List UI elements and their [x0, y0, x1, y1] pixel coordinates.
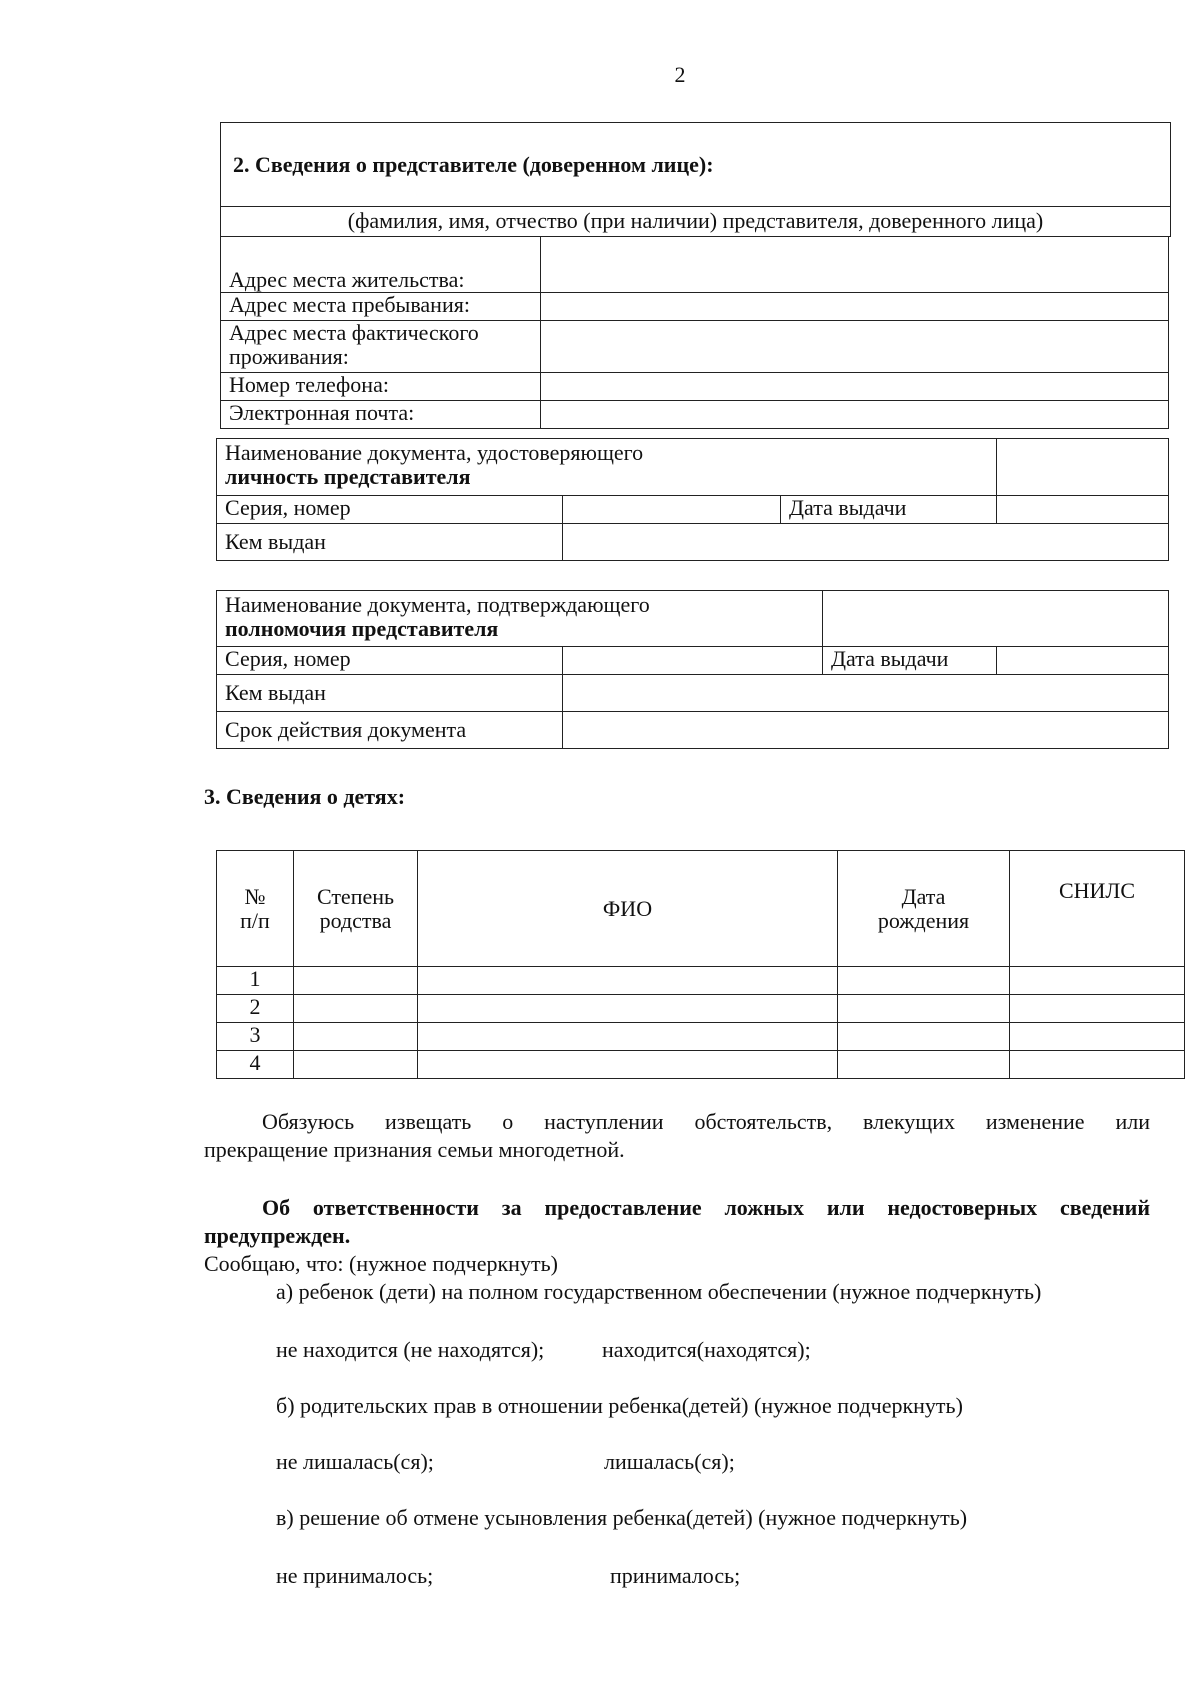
warning-line-2: предупрежден.: [204, 1223, 351, 1248]
authority-doc-label: Наименование документа, подтверждающего полномочия представителя: [217, 591, 823, 647]
option-c-line: в) решение об отмене усыновления ребенка(детей) (нужное подчеркнуть): [276, 1505, 968, 1530]
header-number: № п/п: [217, 851, 294, 967]
option-a-choice-1[interactable]: не находится (не находятся);: [276, 1337, 545, 1362]
table-row: [217, 1023, 1185, 1051]
authority-validity-label: Срок действия документа: [217, 712, 563, 749]
section2-title: 2. Сведения о представителе (доверенном лице):: [221, 123, 1171, 207]
option-b-choice-2[interactable]: лишалась(ся);: [604, 1449, 735, 1474]
snils-cell[interactable]: [1010, 995, 1185, 1023]
authority-validity-field[interactable]: [563, 712, 1169, 749]
authority-issuer-field[interactable]: [563, 675, 1169, 712]
option-c-choice-2[interactable]: принималось;: [610, 1563, 741, 1588]
identity-doc-label: Наименование документа, удостоверяющего личность представителя: [217, 439, 997, 496]
authority-series-field[interactable]: [563, 647, 823, 675]
option-b-choice-1[interactable]: не лишалась(ся);: [276, 1449, 434, 1474]
fio-cell[interactable]: [418, 1051, 838, 1079]
fio-cell[interactable]: [418, 995, 838, 1023]
fio-cell[interactable]: [418, 1023, 838, 1051]
report-line: Сообщаю, что: (нужное подчеркнуть): [204, 1251, 558, 1276]
table-row: [217, 995, 1185, 1023]
row-number: 3: [217, 1023, 294, 1051]
identity-issuer-label: Кем выдан: [217, 524, 563, 561]
address-stay-field[interactable]: [541, 293, 1169, 321]
relation-cell[interactable]: [294, 995, 418, 1023]
representative-address-table: [220, 236, 1169, 429]
authority-date-field[interactable]: [997, 647, 1169, 675]
authority-document-table: [216, 590, 1169, 749]
representative-header-table: [220, 122, 1171, 237]
row-number: 4: [217, 1051, 294, 1079]
obligation-line-2: прекращение признания семьи многодетной.: [204, 1137, 625, 1162]
authority-series-label: Серия, номер: [217, 647, 563, 675]
identity-document-table: [216, 438, 1169, 561]
birth-date-cell[interactable]: [838, 1051, 1010, 1079]
address-actual-field[interactable]: [541, 321, 1169, 373]
authority-date-label: Дата выдачи: [823, 647, 997, 675]
option-a-line: а) ребенок (дети) на полном государственном обеспечении (нужное подчеркнуть): [276, 1279, 1042, 1304]
address-stay-label: Адрес места пребывания:: [221, 293, 541, 321]
table-row: [217, 967, 1185, 995]
identity-doc-field[interactable]: [997, 439, 1169, 496]
relation-cell[interactable]: [294, 1023, 418, 1051]
page-number: 2: [674, 62, 686, 87]
birth-date-cell[interactable]: [838, 995, 1010, 1023]
authority-issuer-label: Кем выдан: [217, 675, 563, 712]
identity-series-label: Серия, номер: [217, 496, 563, 524]
header-snils: СНИЛС: [1010, 851, 1185, 967]
warning-line-1: Об ответственности за предоставление ложных или недостоверных сведений: [262, 1195, 1150, 1220]
row-number: 1: [217, 967, 294, 995]
email-field[interactable]: [541, 401, 1169, 429]
phone-field[interactable]: [541, 373, 1169, 401]
birth-date-cell[interactable]: [838, 967, 1010, 995]
option-c-choice-1[interactable]: не принималось;: [276, 1563, 434, 1588]
snils-cell[interactable]: [1010, 967, 1185, 995]
header-fio: ФИО: [418, 851, 838, 967]
relation-cell[interactable]: [294, 1051, 418, 1079]
snils-cell[interactable]: [1010, 1051, 1185, 1079]
section3-title: 3. Сведения о детях:: [204, 784, 406, 809]
authority-doc-field[interactable]: [823, 591, 1169, 647]
obligation-line-1: Обязуюсь извещать о наступлении обстоятельств, влекущих изменение или: [262, 1109, 1150, 1134]
birth-date-cell[interactable]: [838, 1023, 1010, 1051]
children-table: [216, 850, 1185, 1079]
address-actual-label: Адрес места фактического проживания:: [221, 321, 541, 373]
email-label: Электронная почта:: [221, 401, 541, 429]
table-row: [217, 1051, 1185, 1079]
snils-cell[interactable]: [1010, 1023, 1185, 1051]
relation-cell[interactable]: [294, 967, 418, 995]
identity-series-field[interactable]: [563, 496, 781, 524]
identity-date-label: Дата выдачи: [781, 496, 997, 524]
address-residence-field[interactable]: [541, 237, 1169, 293]
fio-caption: (фамилия, имя, отчество (при наличии) представителя, доверенного лица): [221, 207, 1171, 237]
header-birth-date: Дата рождения: [838, 851, 1010, 967]
row-number: 2: [217, 995, 294, 1023]
option-b-line: б) родительских прав в отношении ребенка(детей) (нужное подчеркнуть): [276, 1393, 963, 1418]
header-relation: Степень родства: [294, 851, 418, 967]
address-residence-label: Адрес места жительства:: [221, 237, 541, 293]
option-a-choice-2[interactable]: находится(находятся);: [602, 1337, 811, 1362]
identity-date-field[interactable]: [997, 496, 1169, 524]
identity-issuer-field[interactable]: [563, 524, 1169, 561]
fio-cell[interactable]: [418, 967, 838, 995]
phone-label: Номер телефона:: [221, 373, 541, 401]
